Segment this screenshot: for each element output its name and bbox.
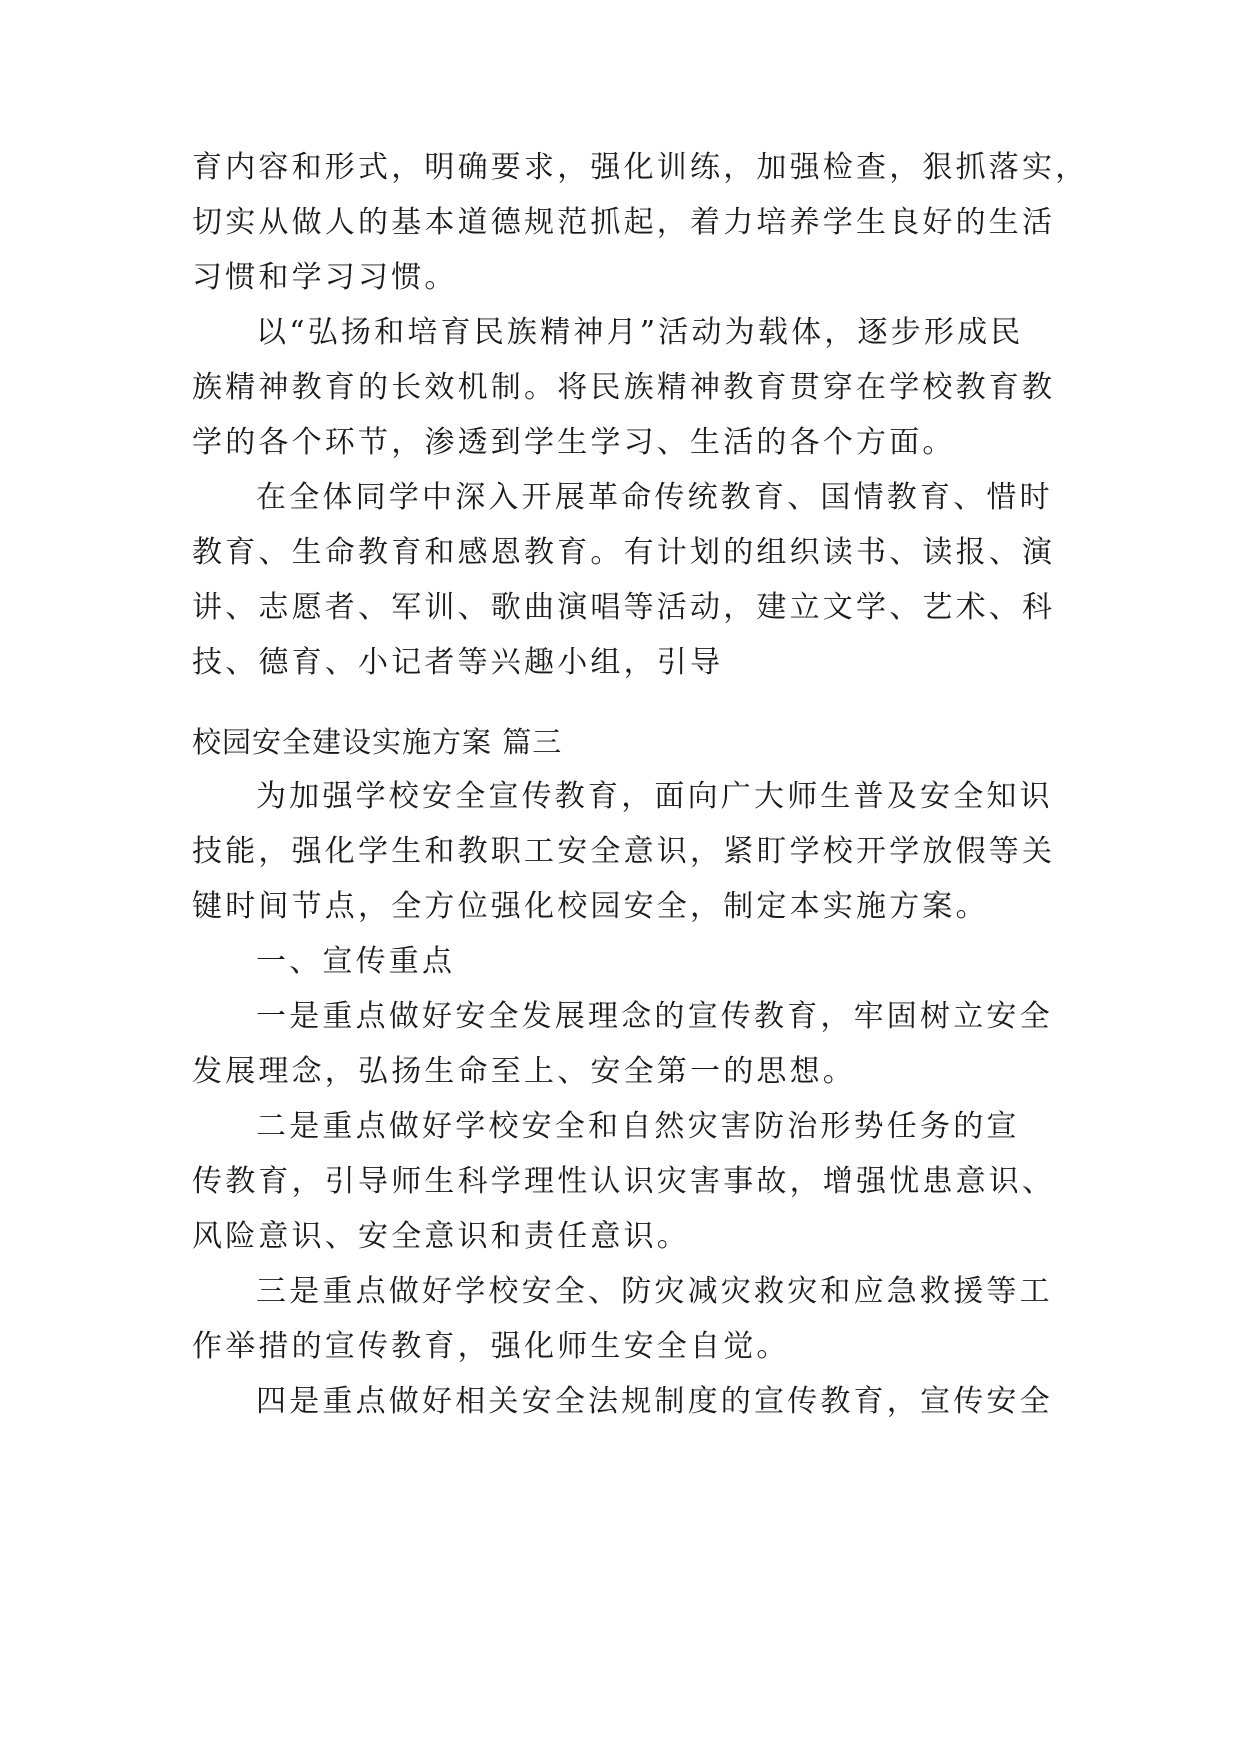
paragraph-line: 四是重点做好相关安全法规制度的宣传教育，宣传安全 (256, 1384, 1053, 1419)
paragraph-line: 以“弘扬和培育民族精神月”活动为载体，逐步形成民 (256, 315, 1024, 350)
subheading: 一、宣传重点 (256, 944, 456, 979)
paragraph-line: 育内容和形式，明确要求，强化训练，加强检查，狠抓落实， (192, 150, 1089, 185)
paragraph-line: 切实从做人的基本道德规范抓起，着力培养学生良好的生活 (192, 205, 1056, 240)
paragraph-line: 教育、生命教育和感恩教育。有计划的组织读书、读报、演 (192, 535, 1056, 570)
paragraph-line: 技能，强化学生和教职工安全意识，紧盯学校开学放假等关 (192, 834, 1056, 869)
paragraph-line: 传教育，引导师生科学理性认识灾害事故，增强忧患意识、 (192, 1164, 1056, 1199)
paragraph-line: 为加强学校安全宣传教育，面向广大师生普及安全知识 (256, 779, 1053, 814)
paragraph-line: 学的各个环节，渗透到学生学习、生活的各个方面。 (192, 425, 956, 460)
paragraph-line: 习惯和学习习惯。 (192, 260, 458, 295)
paragraph-line: 风险意识、安全意识和责任意识。 (192, 1219, 690, 1254)
paragraph-line: 三是重点做好学校安全、防灾减灾救灾和应急救援等工 (256, 1274, 1053, 1309)
section-title: 校园安全建设实施方案 篇三 (192, 725, 563, 759)
paragraph-line: 作举措的宣传教育，强化师生安全自觉。 (192, 1329, 790, 1364)
paragraph-line: 一是重点做好安全发展理念的宣传教育，牢固树立安全 (256, 999, 1053, 1034)
paragraph-line: 讲、志愿者、军训、歌曲演唱等活动，建立文学、艺术、科 (192, 590, 1056, 625)
paragraph-line: 二是重点做好学校安全和自然灾害防治形势任务的宣 (256, 1109, 1020, 1144)
paragraph-line: 发展理念，弘扬生命至上、安全第一的思想。 (192, 1054, 856, 1089)
paragraph-line: 键时间节点，全方位强化校园安全，制定本实施方案。 (192, 889, 989, 924)
paragraph-line: 族精神教育的长效机制。将民族精神教育贯穿在学校教育教 (192, 370, 1056, 405)
paragraph-line: 在全体同学中深入开展革命传统教育、国情教育、惜时 (256, 480, 1053, 515)
paragraph-line: 技、德育、小记者等兴趣小组，引导 (192, 645, 724, 680)
